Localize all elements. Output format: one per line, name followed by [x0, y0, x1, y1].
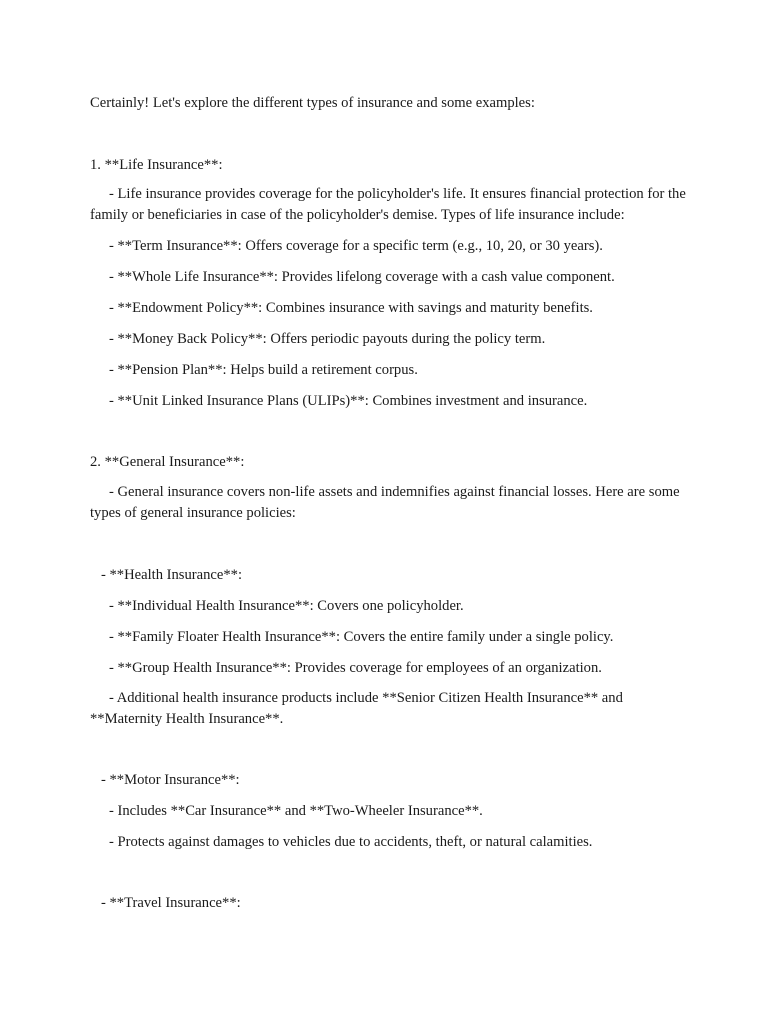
list-item-pension-plan: - **Pension Plan**: Helps build a retirement corpus.	[109, 362, 418, 378]
general-insurance-description: - General insurance covers non-life assets and indemnifies against financial losses. Here are some types of general insurance policies:	[90, 484, 680, 521]
travel-insurance-heading: - **Travel Insurance**:	[101, 895, 241, 911]
health-insurance-heading: - **Health Insurance**:	[101, 567, 243, 583]
list-item-money-back-policy: - **Money Back Policy**: Offers periodic payouts during the policy term.	[109, 331, 546, 347]
list-item-ulips: - **Unit Linked Insurance Plans (ULIPs)**: Combines investment and insurance.	[109, 393, 588, 409]
general-insurance-heading: 2. **General Insurance**:	[90, 454, 245, 470]
list-item-whole-life-insurance: - **Whole Life Insurance**: Provides lifelong coverage with a cash value component.	[109, 269, 615, 285]
list-item-group-health: - **Group Health Insurance**: Provides coverage for employees of an organization.	[109, 660, 602, 676]
list-item-motor-includes: - Includes **Car Insurance** and **Two-Wheeler Insurance**.	[109, 803, 483, 819]
list-item-term-insurance: - **Term Insurance**: Offers coverage for a specific term (e.g., 10, 20, or 30 years).	[109, 238, 603, 254]
list-item-endowment-policy: - **Endowment Policy**: Combines insurance with savings and maturity benefits.	[109, 300, 593, 316]
list-item-additional-health: - Additional health insurance products include **Senior Citizen Health Insurance** and **Maternity Health Insurance**.	[90, 690, 623, 727]
list-item-motor-protects: - Protects against damages to vehicles due to accidents, theft, or natural calamities.	[109, 834, 593, 850]
list-item-family-floater: - **Family Floater Health Insurance**: Covers the entire family under a single policy.	[109, 629, 614, 645]
motor-insurance-heading: - **Motor Insurance**:	[101, 772, 240, 788]
life-insurance-description: - Life insurance provides coverage for the policyholder's life. It ensures financial protection for the family or beneficiaries in case of the policyholder's demise. Types of life insurance include:	[90, 186, 686, 223]
list-item-individual-health: - **Individual Health Insurance**: Covers one policyholder.	[109, 598, 464, 614]
life-insurance-heading: 1. **Life Insurance**:	[90, 157, 223, 173]
intro-text: Certainly! Let's explore the different types of insurance and some examples:	[90, 95, 535, 111]
